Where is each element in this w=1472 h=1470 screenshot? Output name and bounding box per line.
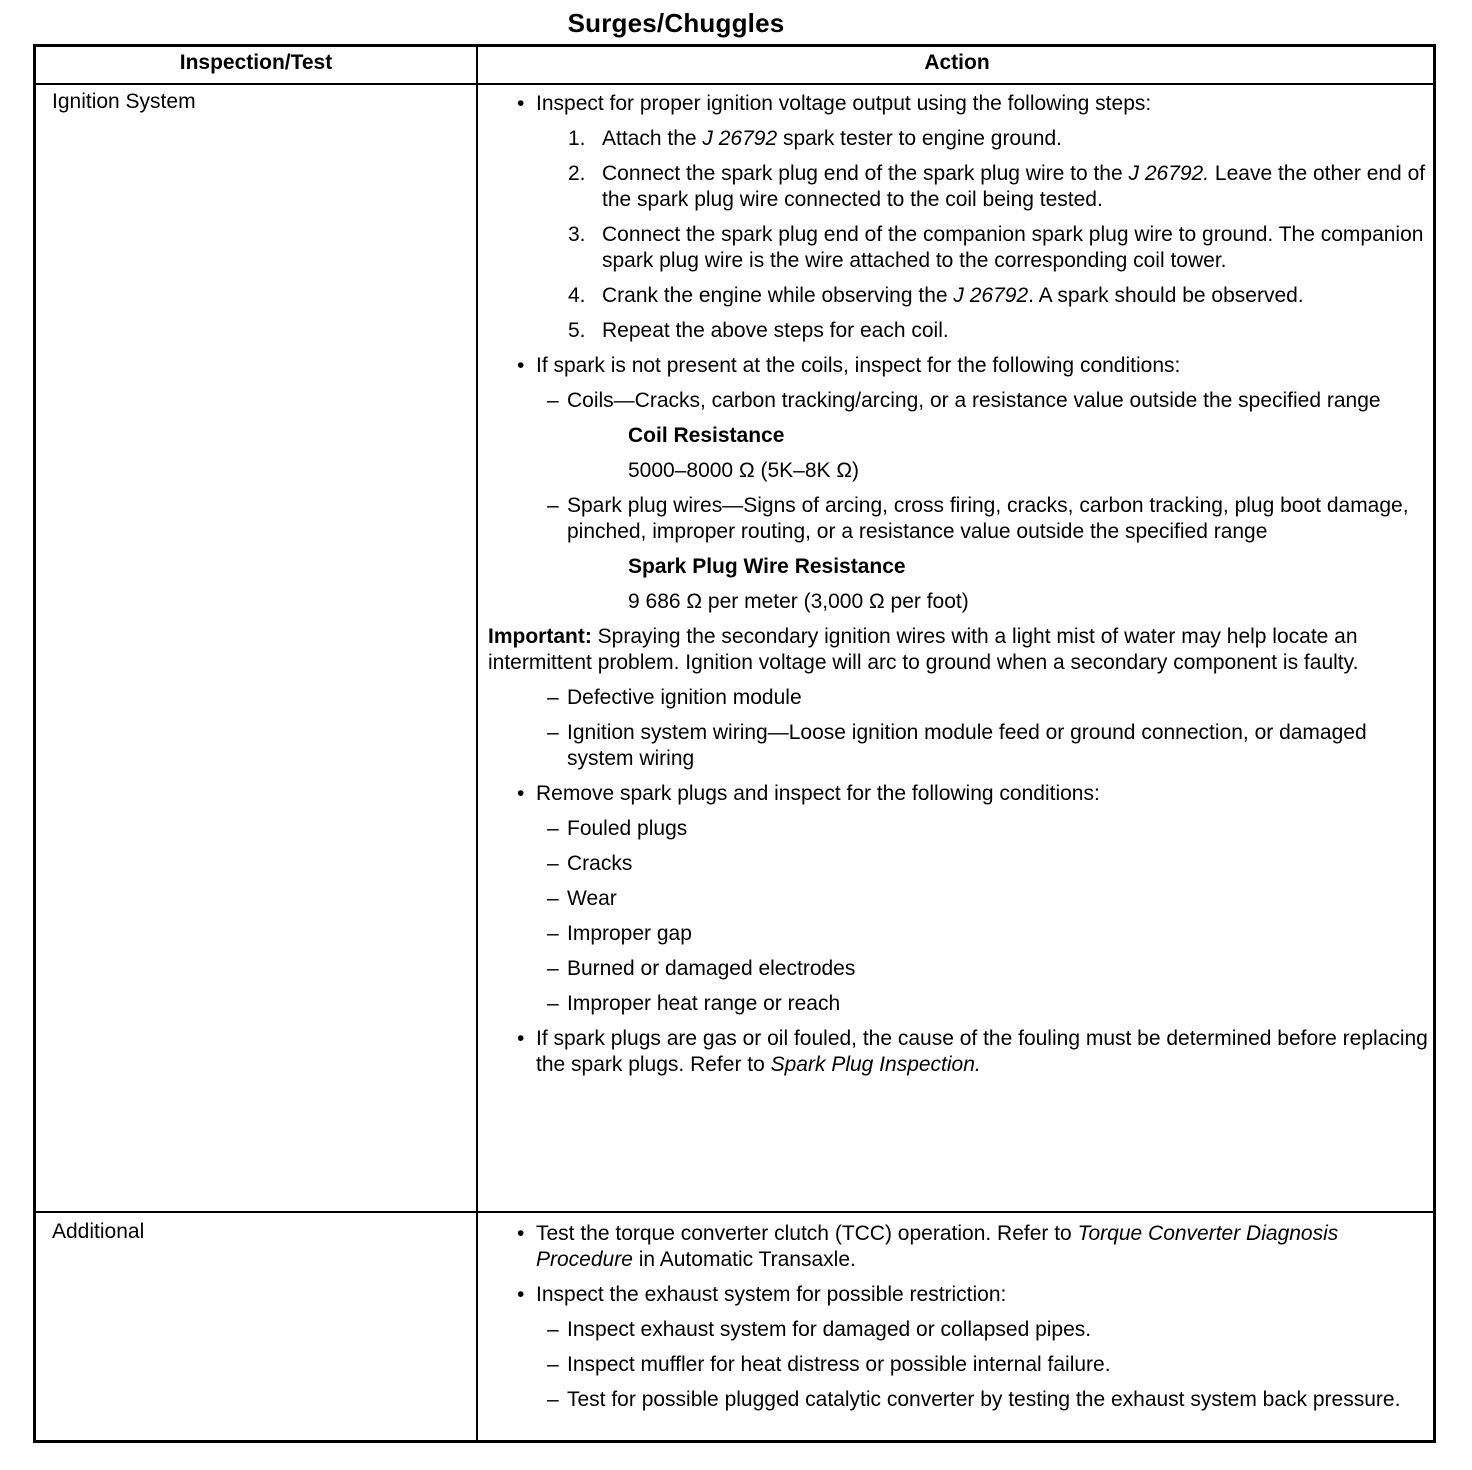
list-item: • If spark is not present at the coils, inspect for the following conditions: xyxy=(517,354,1181,377)
row-label-ignition-system: Ignition System xyxy=(52,90,196,113)
condition-item: – Cracks xyxy=(547,852,633,875)
bullet-icon: • xyxy=(517,1283,525,1306)
condition-item: – Coils—Cracks, carbon tracking/arcing, or a resistance value outside the specified range xyxy=(547,389,1381,412)
list-item: • If spark plugs are gas or oil fouled, the cause of the fouling must be determined before replacing the spark plugs. Refer to Spark Plug Inspection. xyxy=(517,1027,1428,1076)
list-item: • Remove spark plugs and inspect for the following conditions: xyxy=(517,782,1100,805)
spec-value: 9 686 Ω per meter (3,000 Ω per foot) xyxy=(628,590,969,613)
condition-item: – Inspect muffler for heat distress or possible internal failure. xyxy=(547,1353,1111,1376)
dash-icon: – xyxy=(547,1353,559,1376)
important-label: Important: xyxy=(488,625,592,648)
row-divider xyxy=(36,1211,1433,1213)
condition-item: – Wear xyxy=(547,887,617,910)
row-label-additional: Additional xyxy=(52,1220,145,1243)
spec-value: 5000–8000 Ω (5K–8K Ω) xyxy=(628,459,860,482)
condition-item: – Test for possible plugged catalytic converter by testing the exhaust system back pressure. xyxy=(547,1388,1401,1411)
list-item: • Inspect the exhaust system for possible restriction: xyxy=(517,1283,1007,1306)
step-item: 4. Crank the engine while observing the J 26792. A spark should be observed. xyxy=(568,284,1304,307)
bullet-icon: • xyxy=(517,782,525,805)
condition-item: – Inspect exhaust system for damaged or collapsed pipes. xyxy=(547,1318,1092,1341)
important-note: Important: Spraying the secondary ignition wires with a light mist of water may help locate an intermittent problem. Ignition voltage will arc to ground when a secondary component is faulty. xyxy=(488,625,1359,674)
dash-icon: – xyxy=(547,957,559,980)
list-item: • Test the torque converter clutch (TCC) operation. Refer to Torque Converter Diagnosis Procedure in Automatic Transaxle. xyxy=(517,1222,1339,1271)
dash-icon: – xyxy=(547,494,559,517)
dash-icon: – xyxy=(547,389,559,412)
dash-icon: – xyxy=(547,1388,559,1411)
bullet-icon: • xyxy=(517,354,525,377)
action-cell-additional xyxy=(488,1221,1432,1422)
list-item: • Inspect for proper ignition voltage output using the following steps: xyxy=(517,92,1152,115)
step-item: 2. Connect the spark plug end of the spark plug wire to the J 26792. Leave the other end of the spark plug wire connected to the coil being tested. xyxy=(568,162,1426,211)
step-item: 3. Connect the spark plug end of the companion spark plug wire to ground. The companion spark plug wire is the wire attached to the corresponding coil tower. xyxy=(568,223,1424,272)
condition-item: – Fouled plugs xyxy=(547,817,688,840)
dash-icon: – xyxy=(547,686,559,709)
dash-icon: – xyxy=(547,922,559,945)
cross-reference: Torque Converter Diagnosis Procedure xyxy=(536,1222,1339,1271)
diagnosis-table xyxy=(33,44,1436,1443)
bullet-icon: • xyxy=(517,1222,525,1245)
condition-item: – Burned or damaged electrodes xyxy=(547,957,856,980)
step-item: 1. Attach the J 26792 spark tester to engine ground. xyxy=(568,127,1062,150)
tool-reference: J 26792 xyxy=(702,127,778,150)
column-divider xyxy=(476,47,478,1440)
column-header-action: Action xyxy=(924,51,990,74)
header-divider xyxy=(36,83,1433,85)
dash-icon: – xyxy=(547,852,559,875)
bullet-icon: • xyxy=(517,92,525,115)
page-title: Surges/Chuggles xyxy=(567,8,785,38)
cross-reference: Spark Plug Inspection. xyxy=(770,1053,981,1076)
tool-reference: J 26792. xyxy=(1128,162,1210,185)
condition-item: – Defective ignition module xyxy=(547,686,802,709)
spec-title: Coil Resistance xyxy=(628,424,785,447)
condition-item: – Spark plug wires—Signs of arcing, cross firing, cracks, carbon tracking, plug boot damage, pinched, improper routing, or a resistance value outside the specified range xyxy=(547,494,1409,543)
action-cell-ignition-system xyxy=(488,91,1432,1087)
condition-item: – Improper heat range or reach xyxy=(547,992,841,1015)
spec-title: Spark Plug Wire Resistance xyxy=(628,555,906,578)
column-header-inspection: Inspection/Test xyxy=(179,51,333,74)
bullet-icon: • xyxy=(517,1027,525,1050)
dash-icon: – xyxy=(547,992,559,1015)
condition-item: – Improper gap xyxy=(547,922,692,945)
condition-item: – Ignition system wiring—Loose ignition module feed or ground connection, or damaged system wiring xyxy=(547,721,1367,770)
dash-icon: – xyxy=(547,887,559,910)
dash-icon: – xyxy=(547,721,559,744)
tool-reference: J 26792 xyxy=(953,284,1029,307)
dash-icon: – xyxy=(547,817,559,840)
step-item: 5. Repeat the above steps for each coil. xyxy=(568,319,949,342)
dash-icon: – xyxy=(547,1318,559,1341)
